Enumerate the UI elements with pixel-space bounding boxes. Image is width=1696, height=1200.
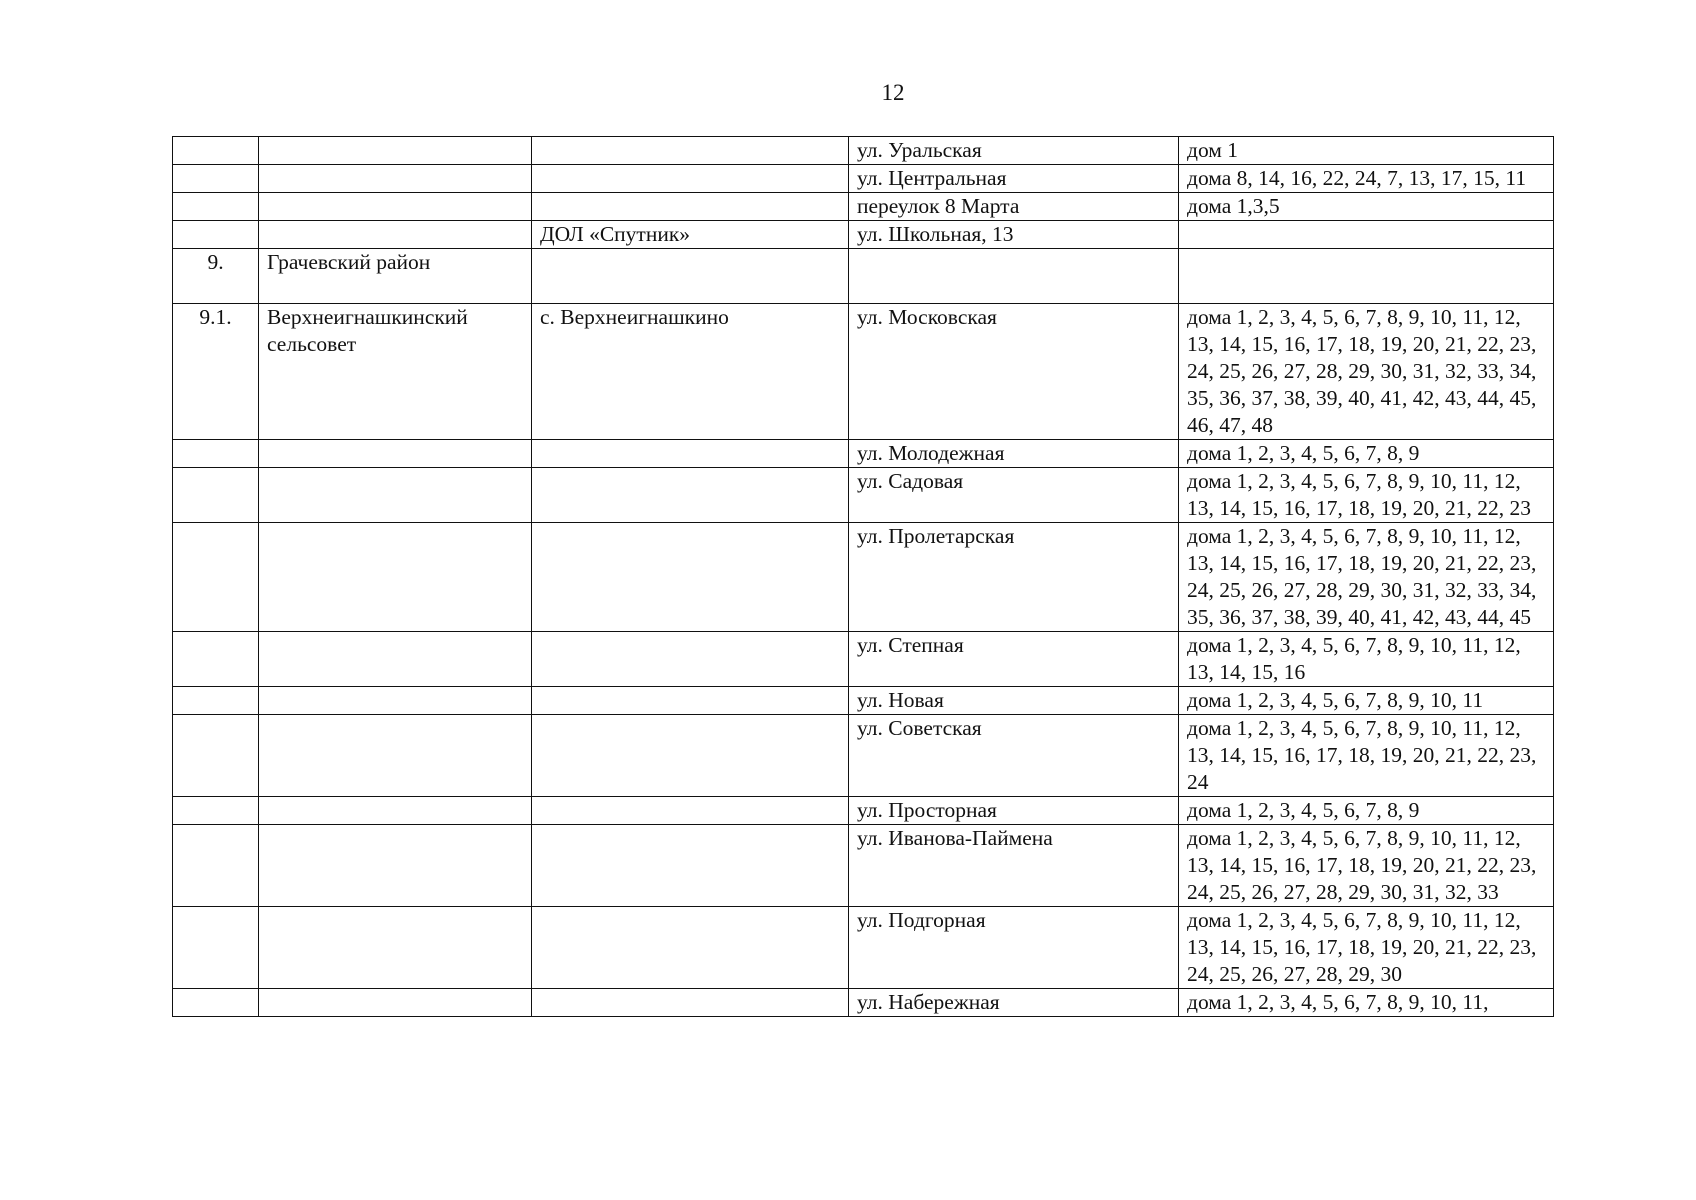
settlement-cell (532, 715, 849, 797)
address-table-body (173, 137, 1554, 1017)
district-cell: Верхнеигнашкинский сельсовет (259, 304, 532, 440)
row-number-cell (173, 165, 259, 193)
settlement-cell (532, 797, 849, 825)
table-row (173, 249, 1554, 304)
district-cell (259, 468, 532, 523)
houses-cell: дома 1, 2, 3, 4, 5, 6, 7, 8, 9, 10, 11, 12, 13, 14, 15, 16, 17, 18, 19, 20, 21, 22, 23, 24, 25, 26, 27, 28, 29, 30, 31, 32, 33, 34, 35, 36, 37, 38, 39, 40, 41, 42, 43, 44, 45, 46, 47, 48 (1179, 304, 1554, 440)
address-table (172, 136, 1554, 1017)
street-cell: ул. Молодежная (849, 440, 1179, 468)
table-row (173, 825, 1554, 907)
row-number-cell: 9. (173, 249, 259, 304)
settlement-cell (532, 907, 849, 989)
district-cell (259, 797, 532, 825)
district-cell (259, 687, 532, 715)
row-number-cell (173, 468, 259, 523)
houses-cell: дома 1, 2, 3, 4, 5, 6, 7, 8, 9, 10, 11, 12, 13, 14, 15, 16, 17, 18, 19, 20, 21, 22, 23, 24, 25, 26, 27, 28, 29, 30 (1179, 907, 1554, 989)
settlement-cell (532, 468, 849, 523)
houses-cell: дома 1, 2, 3, 4, 5, 6, 7, 8, 9, 10, 11, 12, 13, 14, 15, 16, 17, 18, 19, 20, 21, 22, 23, 24, 25, 26, 27, 28, 29, 30, 31, 32, 33, 34, 35, 36, 37, 38, 39, 40, 41, 42, 43, 44, 45 (1179, 523, 1554, 632)
houses-cell: дома 1, 2, 3, 4, 5, 6, 7, 8, 9, 10, 11, 12, 13, 14, 15, 16, 17, 18, 19, 20, 21, 22, 23, 24, 25, 26, 27, 28, 29, 30, 31, 32, 33 (1179, 825, 1554, 907)
table-row (173, 907, 1554, 989)
page-number: 12 (881, 80, 905, 105)
street-cell: ул. Набережная (849, 989, 1179, 1017)
table-row (173, 989, 1554, 1017)
table-row (173, 632, 1554, 687)
street-cell: переулок 8 Марта (849, 193, 1179, 221)
table-row (173, 523, 1554, 632)
houses-cell: дома 1,3,5 (1179, 193, 1554, 221)
street-cell: ул. Просторная (849, 797, 1179, 825)
houses-cell: дома 1, 2, 3, 4, 5, 6, 7, 8, 9, 10, 11, 12, 13, 14, 15, 16, 17, 18, 19, 20, 21, 22, 23, 24 (1179, 715, 1554, 797)
table-row (173, 304, 1554, 440)
district-cell (259, 523, 532, 632)
row-number-cell: 9.1. (173, 304, 259, 440)
settlement-cell (532, 440, 849, 468)
settlement-cell (532, 165, 849, 193)
district-cell (259, 137, 532, 165)
table-row (173, 715, 1554, 797)
street-cell: ул. Московская (849, 304, 1179, 440)
district-cell (259, 440, 532, 468)
table-row (173, 797, 1554, 825)
street-cell (849, 249, 1179, 304)
settlement-cell (532, 632, 849, 687)
district-cell: Грачевский район (259, 249, 532, 304)
row-number-cell (173, 715, 259, 797)
district-cell (259, 715, 532, 797)
street-cell: ул. Новая (849, 687, 1179, 715)
street-cell: ул. Советская (849, 715, 1179, 797)
district-cell (259, 193, 532, 221)
houses-cell: дома 1, 2, 3, 4, 5, 6, 7, 8, 9 (1179, 440, 1554, 468)
houses-cell: дома 1, 2, 3, 4, 5, 6, 7, 8, 9, 10, 11, 12, 13, 14, 15, 16, 17, 18, 19, 20, 21, 22, 23 (1179, 468, 1554, 523)
row-number-cell (173, 687, 259, 715)
settlement-cell (532, 249, 849, 304)
row-number-cell (173, 989, 259, 1017)
table-row (173, 687, 1554, 715)
settlement-cell (532, 137, 849, 165)
table-row (173, 193, 1554, 221)
houses-cell: дома 8, 14, 16, 22, 24, 7, 13, 17, 15, 11 (1179, 165, 1554, 193)
district-cell (259, 907, 532, 989)
table-row (173, 468, 1554, 523)
houses-cell (1179, 249, 1554, 304)
settlement-cell (532, 989, 849, 1017)
street-cell: ул. Иванова-Паймена (849, 825, 1179, 907)
district-cell (259, 825, 532, 907)
street-cell: ул. Уральская (849, 137, 1179, 165)
houses-cell: дома 1, 2, 3, 4, 5, 6, 7, 8, 9, 10, 11, (1179, 989, 1554, 1017)
row-number-cell (173, 797, 259, 825)
houses-cell (1179, 221, 1554, 249)
row-number-cell (173, 221, 259, 249)
houses-cell: дома 1, 2, 3, 4, 5, 6, 7, 8, 9, 10, 11, 12, 13, 14, 15, 16 (1179, 632, 1554, 687)
street-cell: ул. Садовая (849, 468, 1179, 523)
district-cell (259, 632, 532, 687)
row-number-cell (173, 632, 259, 687)
street-cell: ул. Школьная, 13 (849, 221, 1179, 249)
settlement-cell (532, 193, 849, 221)
row-number-cell (173, 907, 259, 989)
settlement-cell: ДОЛ «Спутник» (532, 221, 849, 249)
district-cell (259, 989, 532, 1017)
settlement-cell (532, 687, 849, 715)
street-cell: ул. Центральная (849, 165, 1179, 193)
street-cell: ул. Пролетарская (849, 523, 1179, 632)
row-number-cell (173, 825, 259, 907)
row-number-cell (173, 523, 259, 632)
street-cell: ул. Степная (849, 632, 1179, 687)
settlement-cell (532, 523, 849, 632)
row-number-cell (173, 193, 259, 221)
street-cell: ул. Подгорная (849, 907, 1179, 989)
table-row (173, 165, 1554, 193)
district-cell (259, 165, 532, 193)
table-row (173, 137, 1554, 165)
row-number-cell (173, 137, 259, 165)
district-cell (259, 221, 532, 249)
row-number-cell (173, 440, 259, 468)
houses-cell: дома 1, 2, 3, 4, 5, 6, 7, 8, 9, 10, 11 (1179, 687, 1554, 715)
houses-cell: дом 1 (1179, 137, 1554, 165)
table-row (173, 440, 1554, 468)
settlement-cell: с. Верхнеигнашкино (532, 304, 849, 440)
settlement-cell (532, 825, 849, 907)
table-row (173, 221, 1554, 249)
houses-cell: дома 1, 2, 3, 4, 5, 6, 7, 8, 9 (1179, 797, 1554, 825)
